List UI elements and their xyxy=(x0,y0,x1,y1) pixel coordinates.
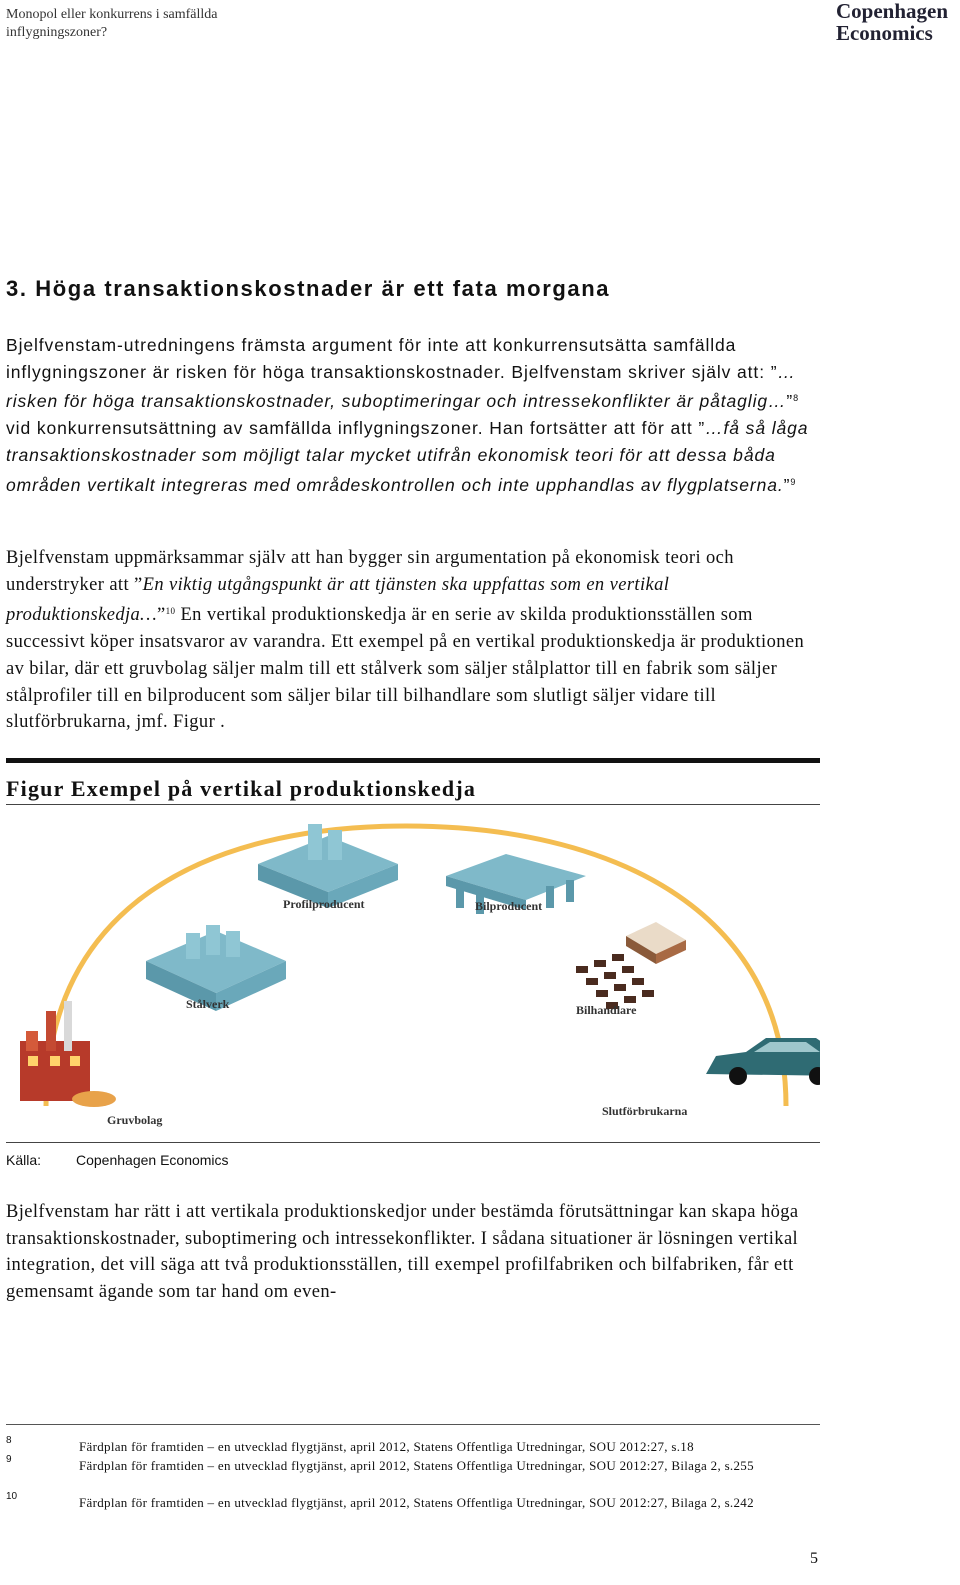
figure-source xyxy=(6,1152,229,1168)
footnote-ref-10[interactable]: 10 xyxy=(165,606,176,617)
label-stalverk: Stålverk xyxy=(186,997,230,1011)
label-bilhandlare: Bilhandlare xyxy=(576,1003,637,1017)
para2-text1: Bjelfvenstam uppmärksammar själv att han bygger sin argumentation på ekonomisk teori och understryker att ” xyxy=(6,548,734,595)
footnote-ref-9[interactable]: 9 xyxy=(790,476,797,487)
brand-line2: Economics xyxy=(835,21,933,45)
para1-quote1: …risken för höga transaktionskostnader, suboptimeringar och intressekonflikter är påtaglig… xyxy=(6,361,796,412)
footnote-number: 8 xyxy=(6,1435,12,1446)
doc-title-line2: inflygningszoner? xyxy=(6,25,108,40)
figure-top-rule xyxy=(6,758,820,763)
page-number: 5 xyxy=(810,1550,818,1567)
para2-text2: En vertikal produktionskedja är en serie av skilda produktionsställen som successivt köper insatsvaror av varandra. Ett exempel på en vertikal produktionskedja är produktionen av bilar, där ett gruvbolag säljer malm till ett stålverk som säljer stålplattor till en fabrik som säljer stålprofiler till en bilproducent som säljer bilar till bilhandlare som slutligt säljer vidare till slutförbrukarna, jmf. Figur . xyxy=(6,605,805,733)
brand-line1: Copenhagen xyxy=(835,0,948,23)
para2-quote1: En viktig utgångspunkt är att tjänsten ska uppfattas som en vertikal produktionskedja… xyxy=(6,574,670,626)
label-gruvbolag: Gruvbolag xyxy=(107,1113,163,1127)
footnote-text: Färdplan för framtiden – en utvecklad flygtjänst, april 2012, Statens Offentliga Utredningar, SOU 2012:27, Bilaga 2, s.242 xyxy=(79,1495,754,1510)
para1-close2: ” xyxy=(783,474,791,495)
footnote-rule xyxy=(6,1424,820,1425)
footnote-number: 10 xyxy=(6,1491,18,1502)
footnote-text: Färdplan för framtiden – en utvecklad flygtjänst, april 2012, Statens Offentliga Utredningar, SOU 2012:27, Bilaga 2, s.255 xyxy=(79,1458,754,1473)
figure-bottom-rule xyxy=(6,1142,820,1143)
figure-title: Figur Exempel på vertikal produktionskedja xyxy=(6,776,477,801)
source-value: Copenhagen Economics xyxy=(76,1152,229,1168)
running-header xyxy=(6,6,218,42)
paragraph-2 xyxy=(6,545,826,736)
label-profilproducent: Profilproducent xyxy=(283,897,365,911)
footnote-number: 9 xyxy=(6,1454,12,1465)
label-slutforbrukarna: Slutförbrukarna xyxy=(602,1104,688,1118)
footnote-text: Färdplan för framtiden – en utvecklad flygtjänst, april 2012, Statens Offentliga Utredningar, SOU 2012:27, s.18 xyxy=(79,1439,694,1454)
para2-close1: ” xyxy=(157,605,166,626)
section-heading: 3. Höga transaktionskostnader är ett fata morgana xyxy=(6,276,611,301)
footnote-ref-8[interactable]: 8 xyxy=(793,393,800,404)
brand-logo xyxy=(836,0,948,44)
paragraph-1 xyxy=(6,332,826,498)
doc-title-line1: Monopol eller konkurrens i samfällda xyxy=(6,7,218,22)
paragraph-3: Bjelfvenstam har rätt i att vertikala produktionskedjor under bestämda förutsättningar kan skapa höga transaktionskostnader, suboptimering och intressekonflikter. I sådana situationer är lösningen vertikal integration, det vill säga att två produktionsställen, till exempel profilfabriken och bilfabriken, får ett gemensamt ägande som tar hand om even- xyxy=(6,1202,799,1303)
bilhandlare-icon xyxy=(576,922,686,1009)
production-chain-figure xyxy=(6,806,820,1140)
para1-text2: vid konkurrensutsättning av samfällda inflygningszoner. Han fortsätter att för att ” xyxy=(6,418,706,439)
para1-quote2: …få så låga transaktionskostnader som möjligt talar mycket utifrån ekonomisk teori för att dessa båda områden vertikalt integreras med områdeskontrollen och inte upphandlas av flygplatserna. xyxy=(6,418,809,495)
production-chain-illustration xyxy=(6,806,820,1140)
para1-text1: Bjelfvenstam-utredningens främsta argument för inte att konkurrensutsätta samfällda inflygningszoner är risken för höga transaktionskostnader. Bjelfvenstam skriver själv att: ” xyxy=(6,335,778,382)
source-label: Källa: xyxy=(6,1152,42,1168)
slutforbrukarna-icon xyxy=(706,1038,820,1085)
figure-title-rule xyxy=(6,804,820,805)
label-bilproducent: Bilproducent xyxy=(475,899,543,913)
gruvbolag-icon xyxy=(20,1001,116,1107)
para1-close1: ” xyxy=(786,391,794,412)
